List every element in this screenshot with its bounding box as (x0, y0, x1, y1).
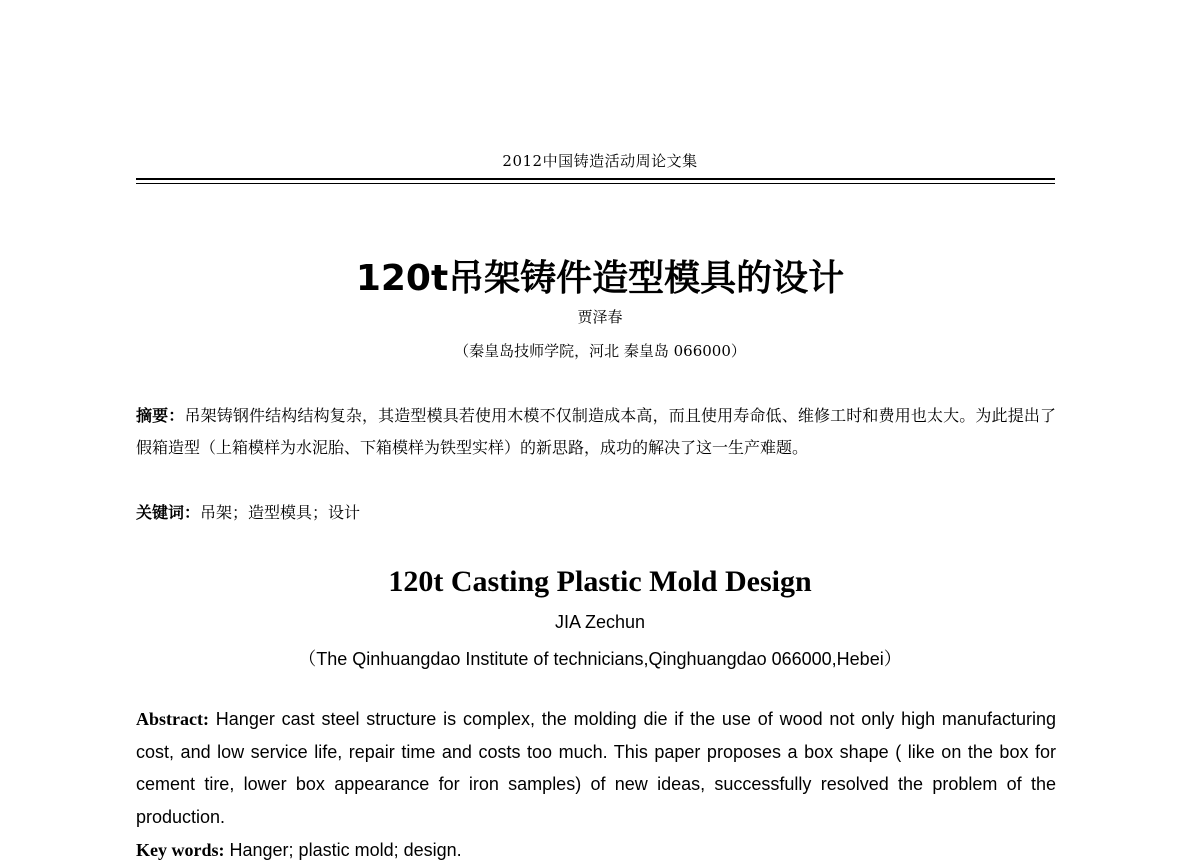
chinese-title: 120t吊架铸件造型模具的设计 (355, 258, 845, 299)
chinese-keywords-text: 吊架；造型模具；设计 (200, 503, 361, 522)
english-keywords (136, 836, 1056, 864)
chinese-abstract-text: 吊架铸钢件结构结构复杂，其造型模具若使用木模不仅制造成本高，而且使用寿命低、维修工时和费用也太大。为此提出了假箱造型（上箱模样为水泥胎、下箱模样为铁型实样）的新思路，成功的解决了这一生产难题。 (136, 406, 1056, 457)
english-keywords-label: Key words: (136, 840, 225, 860)
english-affiliation: （The Qinhuangdao Institute of technicians,Qinghuangdao 066000,Hebei） (298, 649, 902, 669)
chinese-abstract (136, 400, 1056, 464)
chinese-keywords (136, 498, 1056, 528)
english-author: JIA Zechun (554, 612, 646, 632)
english-title: 120t Casting Plastic Mold Design (388, 565, 812, 598)
chinese-author: 贾泽春 (577, 308, 623, 326)
chinese-abstract-label: 摘要： (136, 406, 185, 425)
english-abstract-text: Hanger cast steel structure is complex, the molding die if the use of wood not only high manufacturing cost, and low service life, repair time and costs too much. This paper proposes a box shape ( like on the box for cement tire, lower box appearance for iron samples) of new ideas, successfully resolved the problem of the production. (136, 709, 1056, 827)
english-abstract-label: Abstract: (136, 709, 209, 729)
running-header: 2012中国铸造活动周论文集 (502, 152, 698, 170)
header-rule-thin (136, 183, 1055, 184)
chinese-keywords-label: 关键词： (136, 503, 201, 522)
chinese-affiliation: （秦皇岛技师学院，河北 秦皇岛 066000） (454, 342, 746, 360)
header-rule-thick (136, 178, 1055, 180)
english-abstract (136, 703, 1056, 833)
english-keywords-text: Hanger; plastic mold; design. (229, 840, 462, 860)
